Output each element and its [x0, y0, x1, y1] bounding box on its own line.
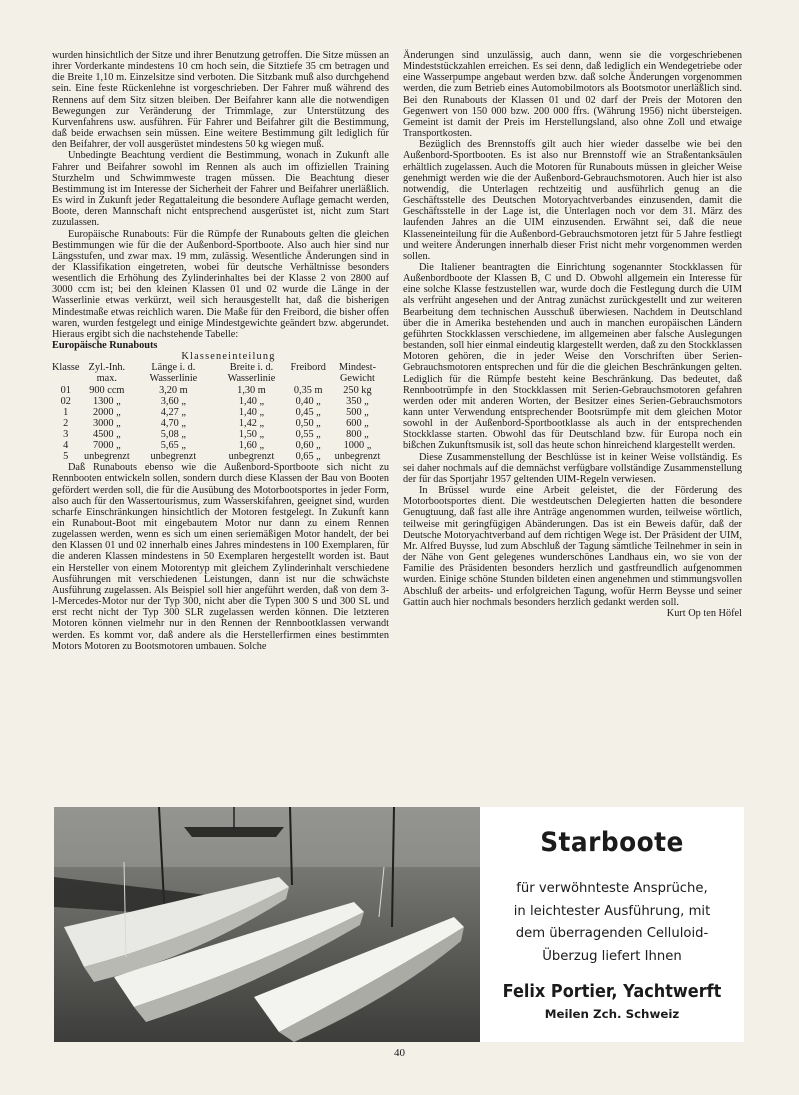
table-cell: 250 kg	[343, 384, 372, 396]
table-cell: 5	[63, 451, 69, 463]
table-cell: 3,60 „	[160, 395, 186, 407]
table-cell: 1,40 „	[238, 395, 265, 407]
table-cell: 1	[63, 406, 69, 418]
table-cell: 500 „	[346, 406, 369, 418]
table-cell: 0,65 „	[295, 451, 321, 463]
advertisement-line: in leichtester Ausführung, mit	[513, 903, 711, 919]
paragraph: Unbedingte Beachtung verdient die Bestimmung, wonach in Zukunft alle Fahrer und Beifahrer sowohl im Rennen als auch im offiziellen Training Sturzhelm und Schwimmweste tragen müssen. Die Beachtung dieser Bestimmung ist im Interesse der Sicherheit der Fahrer und Beifahrer unerläßlich. Es wird in Zukunft jeder Regattaleitung die besondere Auflage gemacht werden, Boote, deren Mannschaft nicht entsprechend ausgerüstet ist, nicht zum Start zuzulassen.	[52, 150, 389, 229]
table-title: Europäische Runabouts	[52, 340, 158, 352]
advertisement-company: Felix Portier, Yachtwerft	[502, 982, 722, 1002]
table-cell: 1,50 „	[238, 428, 265, 440]
table-row	[52, 440, 389, 451]
table-row	[52, 418, 389, 429]
table-row	[52, 429, 389, 440]
runabouts-class-table	[52, 362, 389, 462]
table-header: Klasse	[52, 362, 80, 374]
paragraph: Daß Runabouts ebenso wie die Außenbord-Sportboote sich nicht zu Rennbooten entwickeln sollen, sondern durch diese Klassen der Bau von Booten gefördert werden soll, die für die Ausübung des Motorbootsportes in jeder Form, also auch für den Wassertourismus, zum Wasserskifahren, geeignet sind, wurden scharfe Einschränkungen hinsichtlich der Motoren festgelegt. In Zukunft kann ein Runabout-Boot mit eingebautem Motor nur dann zu einem Rennen zugelassen werden, wenn es sich um einen seriemäßigen Motor handelt, der bei den Klassen 01 und 02 innerhalb eines Jahres mindestens in 100 Exemplaren, für die anderen Klassen mindestens in 50 Exemplaren hergestellt worden ist. Baut ein Hersteller von einem Motorentyp mit gleichem Zylinderinhalt verschiedene Ausführungen mit verschiedenen Leistungen, dann ist nur die schwächste Ausführung zugelassen. Als Beispiel soll hier angeführt werden, daß von dem 3-l-Mercedes-Motor nur der Typ 300, nicht aber die Typen 300 S und 300 SL und erst recht nicht der Typ 300 SLR zugelassen werden können. Die letzteren Motoren können vielmehr nur in den Rennen der Rennbootklassen verwandt werden. Es kommt vor, daß andere als die Herstellerfirmen eines bestimmten Motors Motoren zu Bootsmotoren umbauen. Solche	[52, 462, 389, 652]
table-cell: 3,20 m	[159, 384, 188, 396]
paragraph: Europäische Runabouts: Für die Rümpfe der Runabouts gelten die gleichen Bestimmungen wie für die der Außenbord-Sportboote. Also auch hier sind nur Längsstufen, und zwar max. 19 mm, zulässig. Wesentliche Änderungen sind in der Klassifikation eingetreten, wobei für deutsche Verhältnisse besonders wesentlich die Erhöhung des Zylinderinhaltes bei der Klasse 2 von 2800 auf 3000 ccm ist; bei den kleinen Klassen 01 und 02 wurde die Länge in der Wasserlinie etwas verkürzt, weil sich herausgestellt hat, daß die bisherigen Mindestmaße etwas reichlich waren. Die Maße für den Freibord, die bisher offen waren, wurden festgelegt und einige Mindestgewichte geändert bzw. abgerundet. Hieraus ergibt sich die nachstehende Tabelle:	[52, 228, 389, 340]
table-cell: 800 „	[346, 428, 369, 440]
paragraph: Änderungen sind unzulässig, auch dann, wenn sie die vorgeschriebenen Mindeststückzahlen erreichen. Es sei denn, daß lediglich ein Wendegetriebe oder eine Wasserpumpe angebaut werden bzw. daß solche Änderungen vorgenommen werden, die zum Betrieb eines Automobilmotors als Bootsmotor unerläßlich sind. Bei den Runabouts der Klassen 01 und 02 darf der Preis der Motoren den Gegenwert von 150 000 bzw. 200 000 ffrs. (Währung 1956) nicht übersteigen. Gemeint ist damit der Preis im Herstellungsland, also ohne Zoll und etwaige Transportkosten.	[403, 50, 742, 140]
table-cell: 5,65 „	[160, 440, 186, 452]
table-cell: unbegrenzt	[150, 451, 197, 463]
table-cell: 1,42 „	[238, 417, 265, 429]
table-header: Freibord	[290, 362, 326, 374]
starboote-advertisement	[54, 807, 744, 1042]
table-cell: 0,55 „	[295, 428, 321, 440]
table-cell: unbegrenzt	[83, 451, 130, 463]
article-column-right	[403, 50, 742, 619]
table-header: Länge i. d. Wasserlinie	[149, 362, 198, 385]
paragraph: wurden hinsichtlich der Sitze und ihrer Benutzung getroffen. Die Sitze müssen an ihrer Vorderkante mindestens 10 cm hoch sein, die Sitztiefe 35 cm betragen und die Breite 1,10 m. Einzelsitze sind verboten. Die Sitzbank muß also durchgehend sein. Eine feste Rückenlehne ist vorgeschrieben. Der Fahrer muß während des Rennens auf dem Sitz sitzen bleiben. Der Beifahrer kann alle die notwendigen Bewegungen zur Veränderung der Trimmlage, zur Unterstützung des Kurvenfahrens usw. ausführen. Für Fahrer und Beifahrer gilt die Bestimmung, daß beide erwachsen sein müssen. Eine weitere Bestimmung gilt lediglich für den Beifahrer, der voll ausgerüstet mindestens 50 kg wiegen muß.	[52, 50, 389, 151]
table-cell: 5,08 „	[160, 428, 186, 440]
table-cell: 2	[63, 417, 69, 429]
table-cell: 1,30 m	[237, 384, 266, 396]
table-cell: 0,40 „	[295, 395, 321, 407]
table-cell: 350 „	[346, 395, 369, 407]
advertisement-line: Überzug liefert Ihnen	[542, 948, 682, 964]
paragraph: Die Italiener beantragten die Einrichtung sogenannter Stockklassen für Außenbordboote der Klassen B, C und D. Obwohl allgemein ein Interesse für eine solche Klasse festzustellen war, wurde doch die Festlegung durch die UIM als verfrüht angesehen und der Antrag zunächst zurückgestellt und zur weiteren Bearbeitung dem technischen Ausschuß überwiesen. Nachdem in Deutschland über die in Amerika bestehenden und auch in manchen europäischen Ländern geführten Stockklassen verschiedene, im allgemeinen aber falsche Auslegungen bestanden, soll hier einmal eindeutig klargestellt werden, daß zu den Stockklassen Motoren gehören, die in jeder Weise den Vorschriften über Serien-Gebrauchsmotoren entsprechen und für die die gleichen Beschränkungen gelten. Lediglich für die Rümpfe besteht keine Beschränkung. Das bedeutet, daß Rennbootrümpfe in den Stockklassen mit Serien-Gebrauchsmotoren gefahren werden oder mit anderen Worten, der Besitzer eines Serien-Gebrauchsmotors kann unter Verwendung entsprechender Bootsrümpfe mit dem gleichen Motor sowohl in der Außenbord-Sportbootklasse als auch in der entsprechenden Stockklasse starten. Obwohl das für Deutschland bzw. für Europa noch ein bißchen Zukunftsmusik ist, soll das heute schon hinreichend klargestellt werden.	[403, 261, 742, 452]
table-cell: 2000 „	[92, 406, 121, 418]
table-cell: 600 „	[346, 417, 369, 429]
advertisement-line: für verwöhnteste Ansprüche,	[516, 881, 708, 896]
article-column-left	[52, 50, 389, 652]
advertisement-location: Meilen Zch. Schweiz	[544, 1007, 680, 1021]
table-cell: 4,27 „	[160, 406, 186, 418]
table-cell: 3	[63, 428, 69, 440]
table-header: Zyl.-Inh. max.	[88, 362, 126, 385]
paragraph: Bezüglich des Brennstoffs gilt auch hier wieder dasselbe wie bei den Außenbord-Sportbooten. Es ist also nur Brennstoff wie an Straßentanksäulen erhältlich zugelassen. Auch die Motoren für Runabouts müssen in gleicher Weise genehmigt werden wie die der Außenbord-Gebrauchsmotoren. Auch hier ist also notwendig, die Unterlagen rechtzeitig und ausführlich genug an die Geschäftsstelle des Deutschen Motoryachtverbandes einzusenden, damit die Geschäftsstelle in der Lage ist, die Unterlagen noch vor dem 31. März des laufenden Jahres an die UIM einzusenden. Erwähnt sei, daß die neue Klasseneinteilung für die Außenbord-Gebrauchsmotoren jetzt für 5 Jahre festliegt und weitere Änderungen innerhalb dieser Frist nicht mehr vorgenommen werden sollen.	[403, 139, 742, 262]
table-header: Breite i. d. Wasserlinie	[227, 362, 276, 385]
author-signature: Kurt Op ten Höfel	[666, 607, 742, 619]
table-cell: 0,50 „	[295, 417, 321, 429]
table-cell: 4	[63, 440, 69, 452]
table-cell: 1,40 „	[238, 406, 265, 418]
advertisement-title: Starboote	[540, 827, 684, 858]
advertisement-line: dem überragenden Celluloid-	[515, 926, 709, 941]
table-cell: 7000 „	[92, 440, 121, 452]
paragraph: In Brüssel wurde eine Arbeit geleistet, die der Förderung des Motorbootsportes dient. Die westdeutschen Delegierten hatten die besondere Genugtuung, daß fast alle ihre Anträge angenommen wurden, teilweise wörtlich, teilweise mit geringfügigen Abänderungen. Das ist ein Beweis dafür, daß der Deutsche Motoryachtverband auf dem richtigen Wege ist. Der Präsident der UIM, Mr. Alfred Buysse, lud zum Abschluß der Tagung sämtliche Teilnehmer in sein in der Nähe von Gent gelegenes wunderschönes Landhaus ein, wo sie von der Familie des Präsidenten besonders herzlich und gastfreundlich aufgenommen wurden. Einige schöne Stunden bildeten einen angenehmen und stimmungsvollen Abschluß der arbeits- und erfolgreichen Tagung, wofür Herrn Beysse und seiner Gattin auch hier nochmals besonders herzlich gedankt werden soll.	[403, 485, 742, 608]
table-cell: 900 ccm	[89, 384, 125, 396]
advertisement-description	[480, 878, 744, 968]
table-subtitle: Klasseneinteilung	[181, 351, 276, 363]
table-row	[52, 407, 389, 418]
table-cell: 0,35 m	[293, 384, 323, 396]
table-row	[52, 396, 389, 407]
table-cell: 02	[60, 395, 71, 407]
table-cell: 1000 „	[343, 440, 372, 452]
table-cell: 01	[60, 384, 71, 396]
table-header: Mindest-Gewicht	[338, 362, 377, 385]
table-cell: 4500 „	[92, 428, 121, 440]
table-row	[52, 451, 389, 462]
table-cell: 3000 „	[92, 417, 121, 429]
sailboats-photo	[54, 807, 480, 1042]
table-cell: unbegrenzt	[228, 451, 275, 463]
table-cell: unbegrenzt	[334, 451, 381, 463]
table-cell: 1300 „	[92, 395, 121, 407]
table-cell: 0,45 „	[295, 406, 321, 418]
table-header-row	[52, 362, 389, 384]
page-number: 40	[394, 1047, 405, 1059]
table-cell: 4,70 „	[160, 417, 186, 429]
table-cell: 0,60 „	[295, 440, 321, 452]
sailboats-photo-illustration	[54, 807, 480, 1042]
advertisement-text	[480, 807, 744, 1042]
paragraph: Diese Zusammenstellung der Beschlüsse ist in keiner Weise vollständig. Es sei daher nochmals auf die demnächst verfügbare vollständige Zusammenstellung der für das Sportjahr 1957 geltenden UIM-Regeln verwiesen.	[403, 451, 742, 485]
table-row	[52, 385, 389, 396]
table-cell: 1,60 „	[238, 440, 265, 452]
